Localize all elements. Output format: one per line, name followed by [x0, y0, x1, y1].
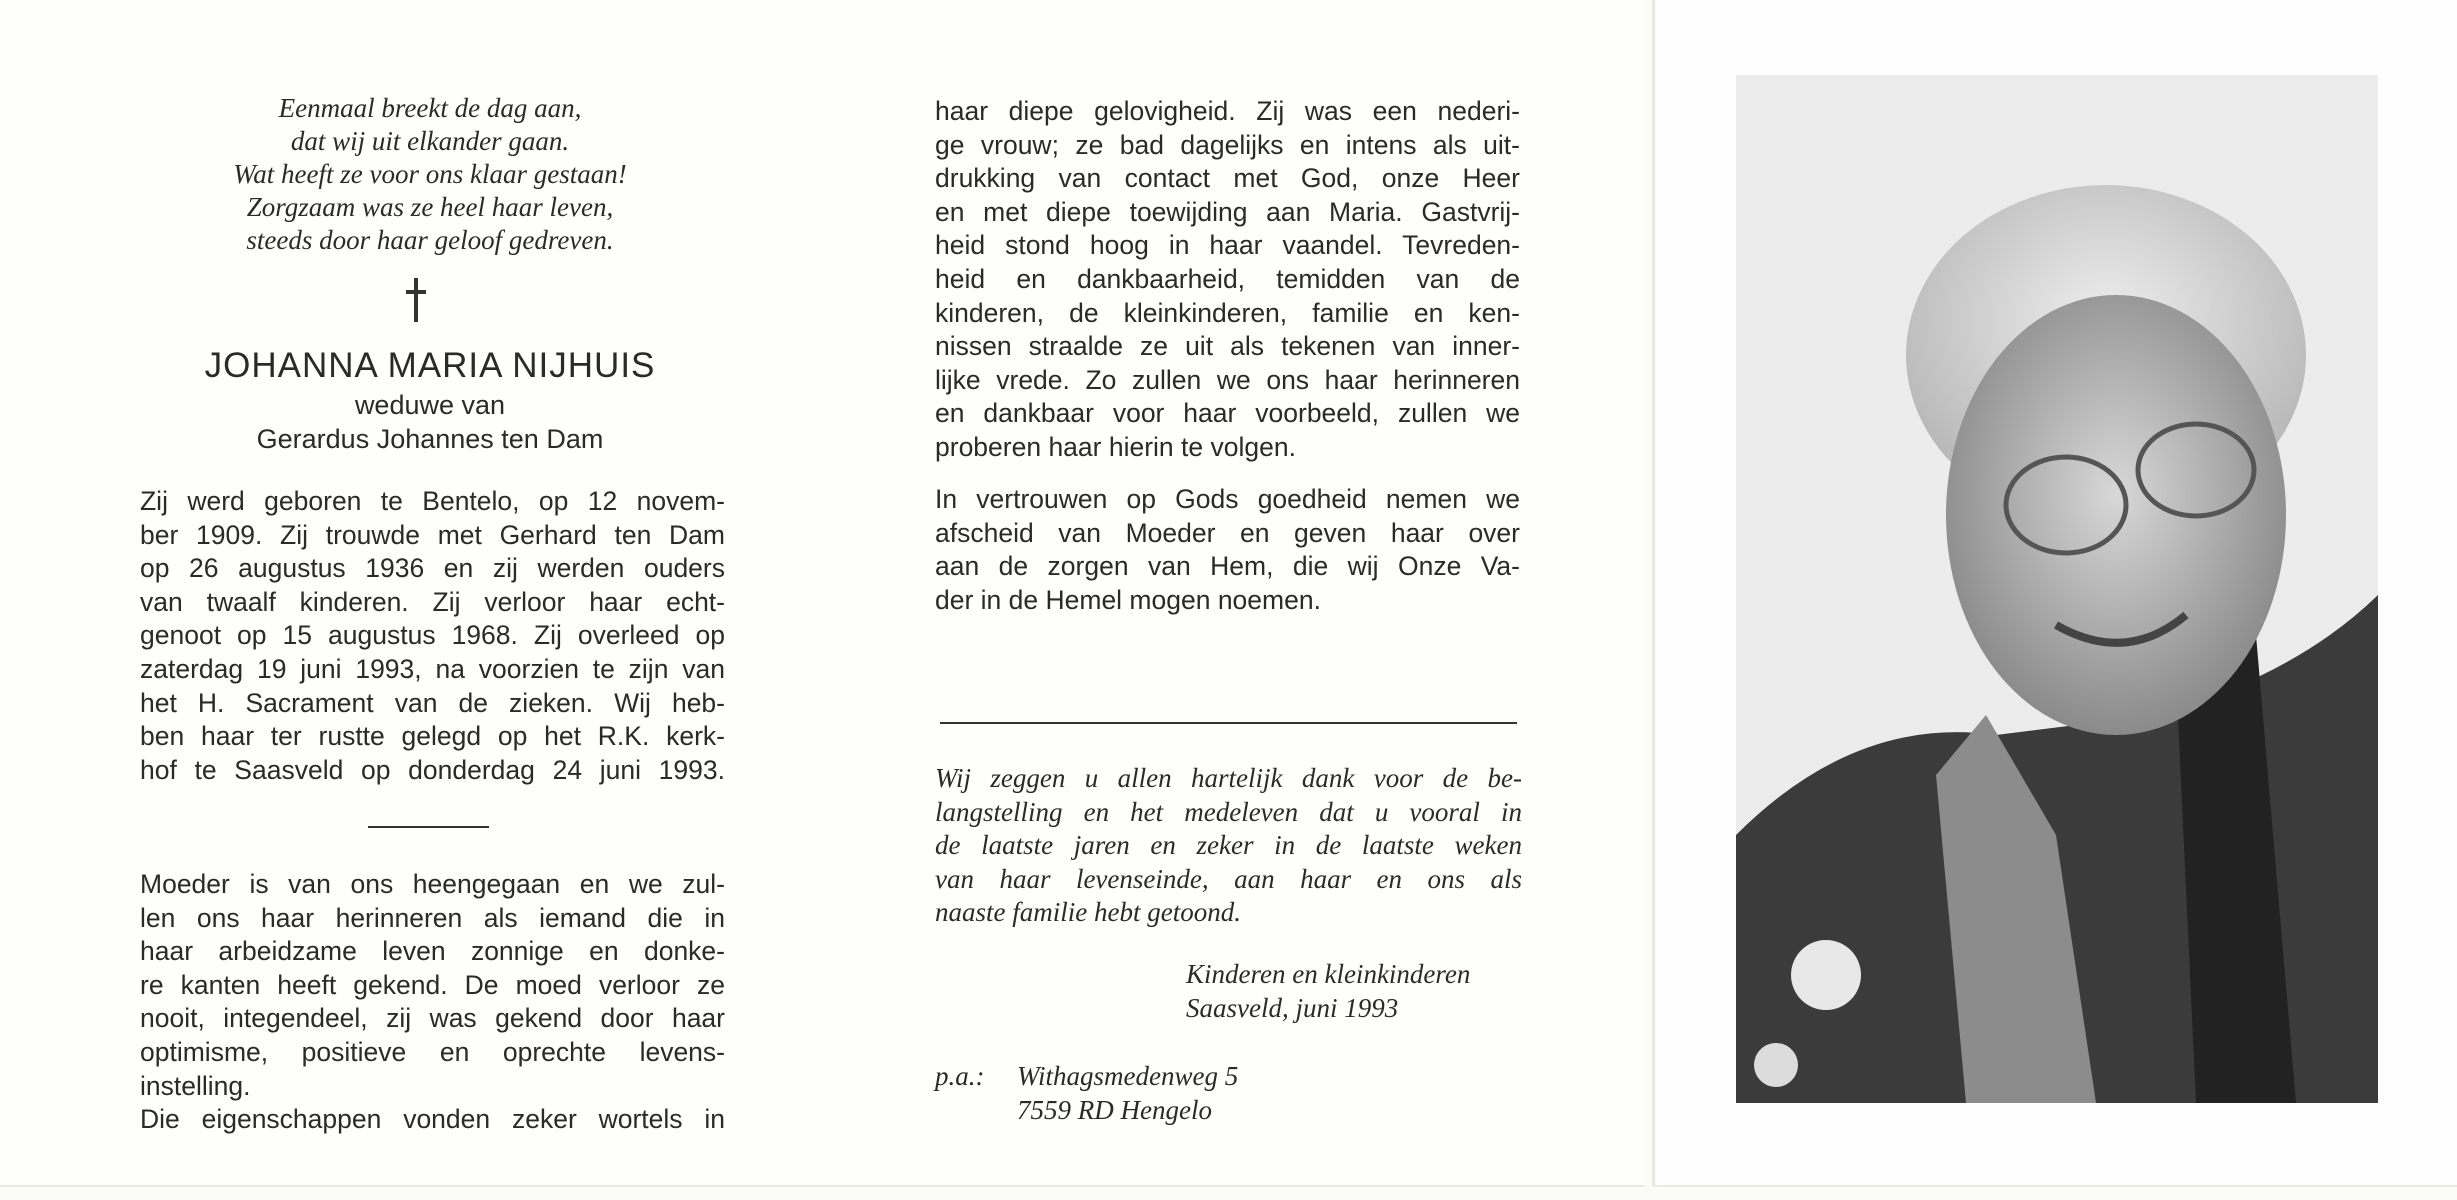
text-line: kinderen, de kleinkinderen, familie en ken-: [935, 297, 1520, 328]
husband-name: Gerardus Johannes ten Dam: [256, 424, 604, 454]
text-line: heid stond hoog in haar vaandel. Tevreden-: [935, 230, 1520, 261]
text-line: nissen straalde ze uit als tekenen van inner-: [935, 331, 1520, 362]
text-line: ber 1909. Zij trouwde met Gerhard ten Dam: [140, 519, 725, 550]
address-line: 7559 RD Hengelo: [1017, 1094, 1212, 1125]
text-line: langstelling en het medeleven dat u vooral in: [935, 796, 1522, 827]
text-line: lijke vrede. Zo zullen we ons haar herinneren: [935, 364, 1520, 395]
text-line: haar arbeidzame leven zonnige en donke-: [140, 936, 725, 967]
text-line: zaterdag 19 juni 1993, na voorzien te zijn van: [140, 653, 725, 684]
signature: [1186, 958, 1470, 1025]
text-line: proberen haar hierin te volgen.: [935, 431, 1296, 462]
text-line: optimisme, positieve en oprechte levens-: [140, 1036, 725, 1067]
poem-line: Wat heeft ze voor ons klaar gestaan!: [233, 159, 627, 189]
signature-line: Saasveld, juni 1993: [1186, 992, 1399, 1023]
deceased-name: JOHANNA MARIA NIJHUIS: [204, 346, 656, 385]
divider: [940, 722, 1517, 724]
text-line: Moeder is van ons heengegaan en we zul-: [140, 869, 725, 899]
text-line: van twaalf kinderen. Zij verloor haar echt-: [140, 586, 725, 617]
text-line: en met diepe toewijding aan Maria. Gastvrij-: [935, 196, 1520, 227]
poem-line: steeds door haar geloof gedreven.: [246, 225, 614, 255]
text-line: heid en dankbaarheid, temidden van de: [935, 263, 1520, 294]
portrait-photo: [1736, 75, 2378, 1103]
text-line: Die eigenschappen vonden zeker wortels in: [140, 1104, 725, 1135]
text-line: drukking van contact met God, onze Heer: [935, 163, 1520, 194]
poem: [140, 92, 720, 257]
text-line: der in de Hemel mogen noemen.: [935, 584, 1321, 615]
text-line: de laatste jaren en zeker in de laatste weken: [935, 830, 1522, 861]
cross-icon: [406, 278, 426, 322]
text-line: genoot op 15 augustus 1968. Zij overleed op: [140, 620, 725, 651]
text-line: In vertrouwen op Gods goedheid nemen we: [935, 484, 1520, 514]
text-line: naaste familie hebt getoond.: [935, 897, 1241, 928]
poem-line: Zorgzaam was ze heel haar leven,: [246, 192, 614, 222]
widow-of-label: weduwe van: [354, 390, 506, 420]
text-line: op 26 augustus 1936 en zij werden ouders: [140, 553, 725, 584]
text-line: Wij zeggen u allen hartelijk dank voor de be-: [935, 763, 1522, 793]
divider: [368, 826, 489, 828]
farewell-paragraph: [935, 483, 1520, 617]
text-line: afscheid van Moeder en geven haar over: [935, 517, 1520, 548]
text-line: het H. Sacrament van de zieken. Wij heb-: [140, 687, 725, 718]
text-line: re kanten heeft gekend. De moed verloor ze: [140, 969, 725, 1000]
poem-line: dat wij uit elkander gaan.: [290, 126, 570, 156]
address-prefix: p.a.:: [935, 1061, 985, 1091]
biography-paragraph: [140, 485, 725, 787]
signature-line: Kinderen en kleinkinderen: [1186, 959, 1471, 989]
text-line: len ons haar herinneren als iemand die in: [140, 902, 725, 933]
text-line: en dankbaar voor haar voorbeeld, zullen we: [935, 398, 1520, 429]
text-line: ge vrouw; ze bad dagelijks en intens als uit-: [935, 129, 1520, 160]
text-line: van haar levenseinde, aan haar en ons als: [935, 863, 1522, 894]
text-line: instelling.: [140, 1070, 251, 1101]
text-line: ben haar ter rustte gelegd op het R.K. kerk-: [140, 721, 725, 752]
poem-line: Eenmaal breekt de dag aan,: [278, 93, 582, 123]
text-line: nooit, integendeel, zij was gekend door haar: [140, 1003, 725, 1034]
text-line: Zij werd geboren te Bentelo, op 12 novem-: [140, 486, 725, 516]
portrait-image: [1736, 75, 2378, 1103]
text-line: hof te Saasveld op donderdag 24 juni 1993.: [140, 754, 725, 785]
address-line: Withagsmedenweg 5: [1017, 1061, 1239, 1091]
character-paragraph: [140, 868, 725, 1137]
text-line: haar diepe gelovigheid. Zij was een nederi-: [935, 96, 1520, 126]
address: [1017, 1060, 1238, 1127]
faith-paragraph: [935, 95, 1520, 465]
thanks-paragraph: [935, 762, 1522, 930]
text-line: aan de zorgen van Hem, die wij Onze Va-: [935, 551, 1520, 582]
